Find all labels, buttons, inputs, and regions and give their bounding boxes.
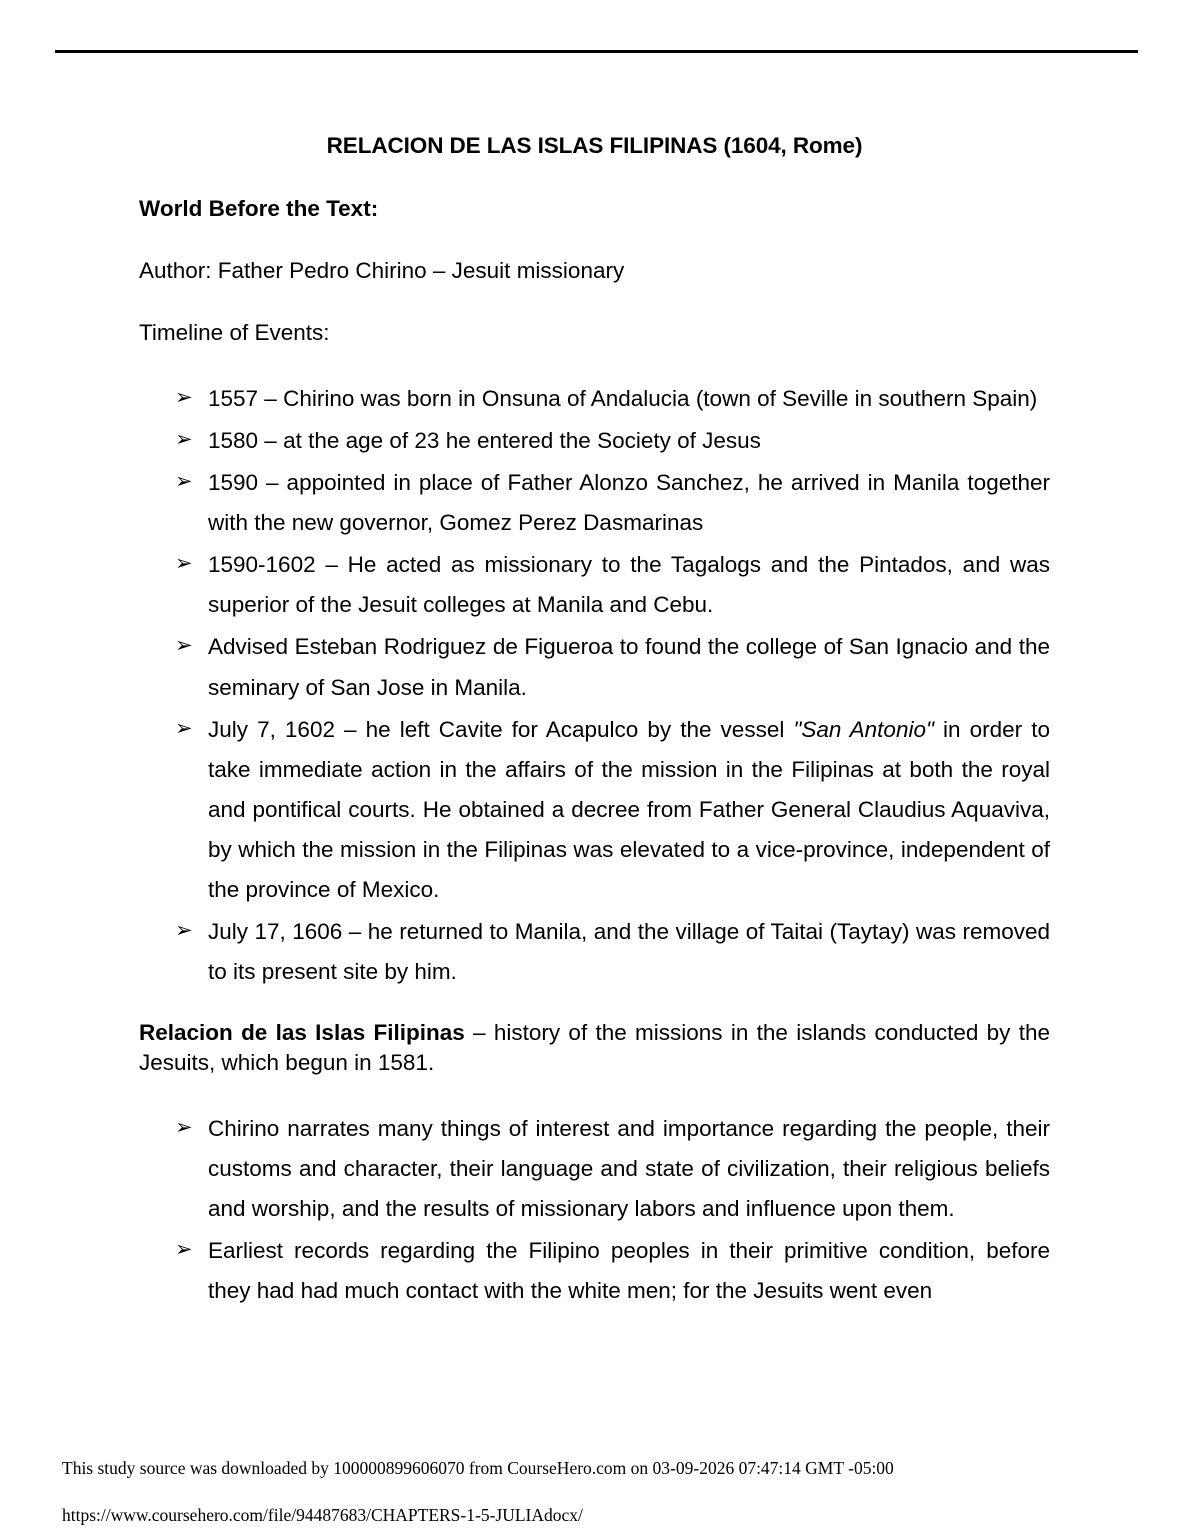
list-item-text: 1580 – at the age of 23 he entered the Society of Jesus <box>208 428 761 454</box>
list-item <box>139 421 1050 461</box>
arrowhead-bullet-icon: ➢ <box>175 427 193 452</box>
document-body <box>139 132 1050 1314</box>
list-item <box>139 1109 1050 1229</box>
list-item <box>139 627 1050 707</box>
source-url[interactable]: https://www.coursehero.com/file/94487683/CHAPTERS-1-5-JULIAdocx/ <box>62 1505 583 1525</box>
arrowhead-bullet-icon: ➢ <box>175 917 193 942</box>
list-item-text-before-vessel-name: July 7, 1602 – he left Cavite for Acapulco by the vessel <box>208 716 794 742</box>
list-item-text: Chirino narrates many things of interest and importance regarding the people, their customs and character, their language and state of civilization, their religious beliefs and worship, and the results of missionary labors and influence upon them. <box>208 1116 1050 1222</box>
list-item-text: Earliest records regarding the Filipino peoples in their primitive condition, before they had had much contact with the white men; for the Jesuits went even <box>208 1238 1050 1304</box>
timeline-bullet-list <box>139 379 1050 992</box>
timeline-label: Timeline of Events: <box>139 319 330 345</box>
arrowhead-bullet-icon: ➢ <box>175 469 193 494</box>
relacion-title-bold: Relacion de las Islas Filipinas <box>139 1019 465 1045</box>
author-line: Author: Father Pedro Chirino – Jesuit missionary <box>139 257 625 283</box>
list-item <box>139 710 1050 910</box>
arrowhead-bullet-icon: ➢ <box>175 1237 193 1262</box>
list-item <box>139 379 1050 419</box>
list-item-text-after-vessel-name: in order to take immediate action in the affairs of the mission in the Filipinas at both the royal and pontifical courts. He obtained a decree from Father General Claudius Aquaviva, by which the mission in the Filipinas was elevated to a vice-province, independent of the province of Mexico. <box>208 716 1050 902</box>
list-item <box>139 545 1050 625</box>
header-divider-rule <box>55 50 1138 53</box>
list-item-text: Advised Esteban Rodriguez de Figueroa to found the college of San Ignacio and the seminary of San Jose in Manila. <box>208 634 1050 700</box>
list-item-text: 1557 – Chirino was born in Onsuna of Andalucia (town of Seville in southern Spain) <box>208 386 1038 412</box>
list-item-text: July 17, 1606 – he returned to Manila, and the village of Taitai (Taytay) was removed to its present site by him. <box>208 918 1050 984</box>
list-item-text: 1590-1602 – He acted as missionary to the Tagalogs and the Pintados, and was superior of the Jesuit colleges at Manila and Cebu. <box>208 552 1050 618</box>
list-item <box>139 1231 1050 1311</box>
arrowhead-bullet-icon: ➢ <box>175 715 193 740</box>
arrowhead-bullet-icon: ➢ <box>175 1115 193 1140</box>
list-item <box>139 463 1050 543</box>
download-source-note: This study source was downloaded by 100000899606070 from CourseHero.com on 03-09-2026 07:47:14 GMT -05:00 <box>62 1458 894 1478</box>
section-heading-world-before-the-text: World Before the Text: <box>139 196 379 222</box>
page-title: RELACION DE LAS ISLAS FILIPINAS (1604, Rome) <box>326 133 863 158</box>
arrowhead-bullet-icon: ➢ <box>175 633 193 658</box>
arrowhead-bullet-icon: ➢ <box>175 385 193 410</box>
arrowhead-bullet-icon: ➢ <box>175 551 193 576</box>
list-item <box>139 912 1050 992</box>
relacion-description-paragraph <box>139 1018 1050 1077</box>
relacion-description-rest: – history of the missions in the islands conducted by the Jesuits, which begun in 1581. <box>139 1019 1050 1075</box>
relacion-bullet-list <box>139 1109 1050 1311</box>
list-item-text: 1590 – appointed in place of Father Alonzo Sanchez, he arrived in Manila together with the new governor, Gomez Perez Dasmarinas <box>208 470 1050 536</box>
vessel-name-italic: "San Antonio" <box>793 716 934 742</box>
